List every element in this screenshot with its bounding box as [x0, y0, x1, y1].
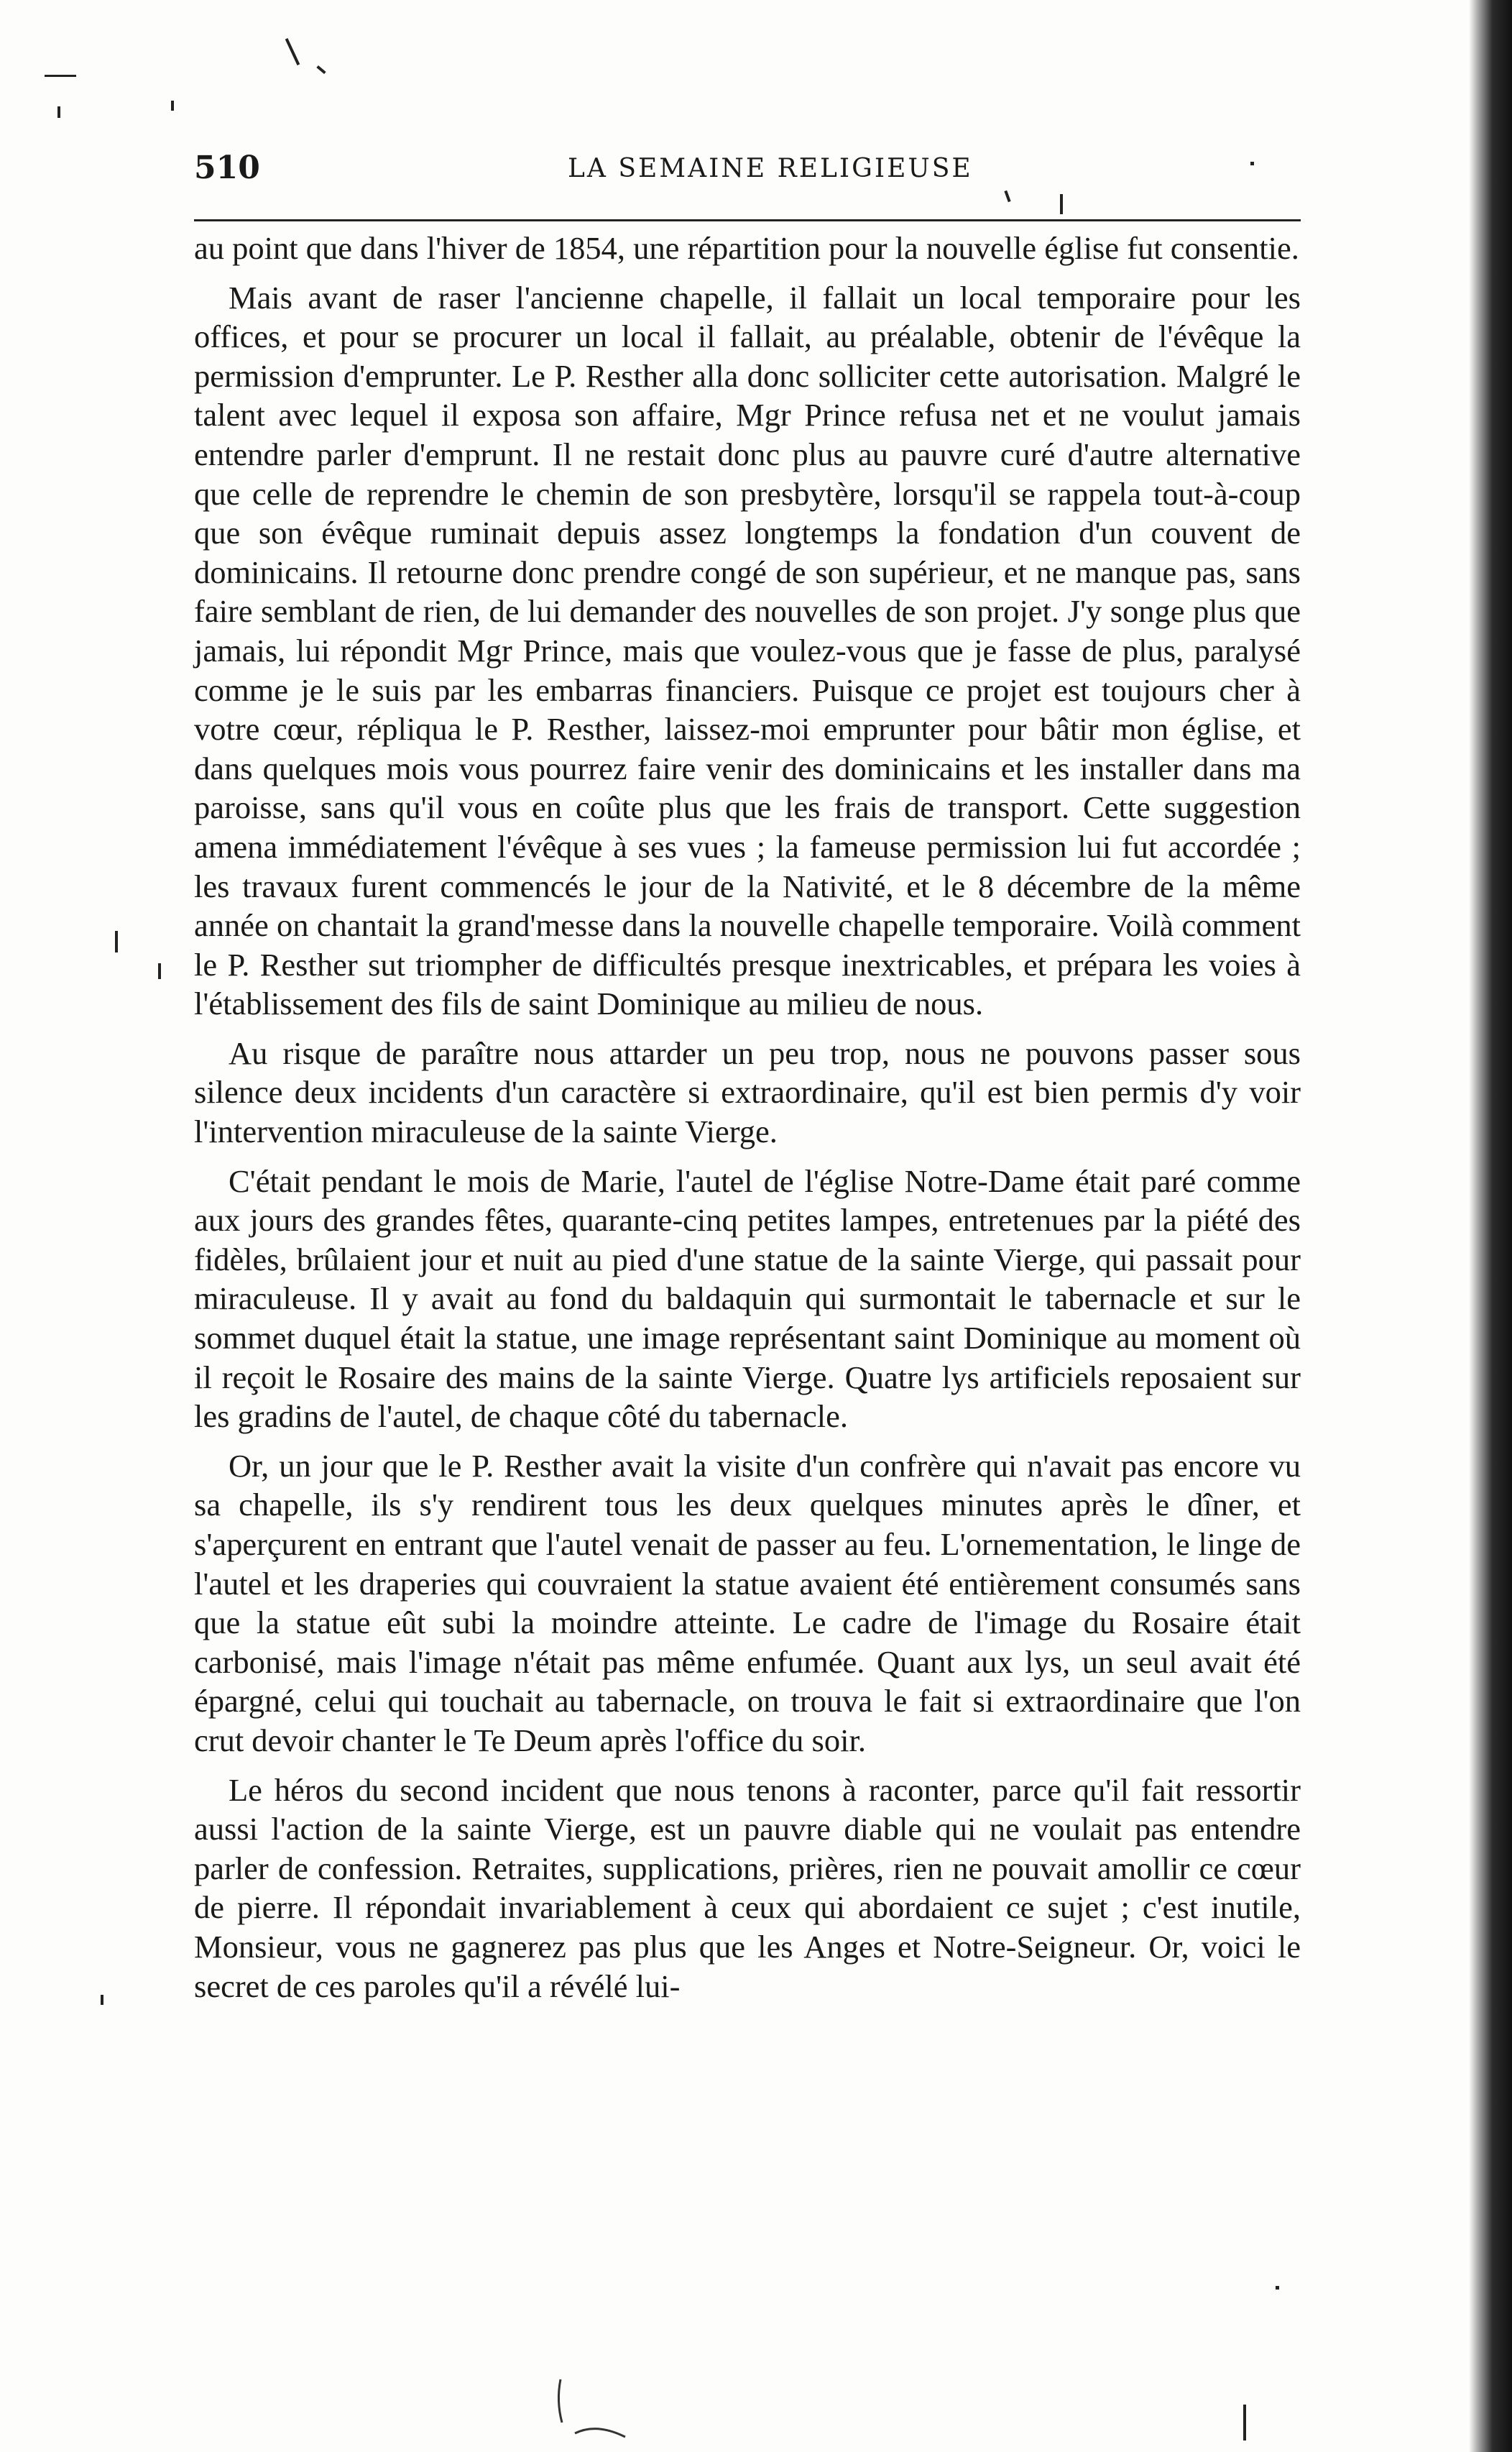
scan-speck	[158, 963, 161, 979]
page-header	[194, 150, 1301, 193]
scan-speck	[1276, 2286, 1279, 2290]
page-number: 510	[194, 150, 260, 186]
scan-speck	[45, 75, 76, 77]
body-text	[194, 229, 1301, 2006]
scan-speck	[115, 931, 118, 952]
scan-speck	[285, 38, 300, 65]
paragraph: Mais avant de raser l'ancienne chapelle, il fallait un local temporaire pour les offices, et pour se procurer un local il fallait, au préalable, obtenir de l'évêque la permission d'emprunter. Le P. Resther alla donc solliciter cette autorisation. Malgré le talent avec lequel il exposa son affaire, Mgr Prince refusa net et ne voulut jamais entendre parler d'emprunt. Il ne restait donc plus au pauvre curé d'autre alternative que celle de reprendre le chemin de son presbytère, lorsqu'il se rappela tout-à-coup que son évêque ruminait depuis assez longtemps la fondation d'un couvent de dominicains. Il retourne donc prendre congé de son supérieur, et ne manque pas, sans faire semblant de rien, de lui demander des nouvelles de son projet. J'y songe plus que jamais, lui répondit Mgr Prince, mais que voulez-vous que je fasse de plus, paralysé comme je le suis par les embarras financiers. Puisque ce projet est toujours cher à votre cœur, répliqua le P. Resther, laissez-moi emprunter pour bâtir mon église, et dans quelques mois vous pourrez faire venir des dominicains et les installer dans ma paroisse, sans qu'il vous en coûte plus que les frais de transport. Cette suggestion amena immédiatement l'évêque à ses vues ; la fameuse permission lui fut accordée ; les travaux furent commencés le jour de la Nativité, et le 8 décembre de la même année on chantait la grand'messe dans la nouvelle chapelle temporaire. Voilà comment le P. Resther sut triompher de difficultés presque inextricables, et prépara les voies à l'établissement des fils de saint Dominique au milieu de nous.	[194, 279, 1301, 1022]
scan-speck	[171, 101, 174, 111]
scan-speck	[1243, 2405, 1246, 2440]
scan-speck	[1060, 194, 1063, 214]
scan-speck	[101, 1995, 103, 2005]
paragraph-continuation: au point que dans l'hiver de 1854, une répartition pour la nouvelle église fut consentie.	[194, 230, 1299, 266]
scan-speck	[57, 106, 60, 118]
paragraph: Or, un jour que le P. Resther avait la visite d'un confrère qui n'avait pas encore vu sa chapelle, ils s'y rendirent tous les deux quelques minutes après le dîner, et s'aperçurent en entrant que l'autel venait de passer au feu. L'ornementation, le linge de l'autel et les draperies qui couvraient la statue avaient été entièrement consumés sans que la statue eût subi la moindre atteinte. Le cadre de l'image du Rosaire était carbonisé, mais l'image n'était pas même enfumée. Quant aux lys, un seul avait été épargné, celui qui touchait au tabernacle, on trouva le fait si extraordinaire que l'on crut devoir chanter le Te Deum après l'office du soir.	[194, 1447, 1301, 1758]
paragraph: C'était pendant le mois de Marie, l'autel de l'église Notre-Dame était paré comme aux jours des grandes fêtes, quarante-cinq petites lampes, entretenues par la piété des fidèles, brûlaient jour et nuit au pied d'une statue de la sainte Vierge, qui passait pour miraculeuse. Il y avait au fond du baldaquin qui surmontait le tabernacle et sur le sommet duquel était la statue, une image représentant saint Dominique au moment où il reçoit le Rosaire des mains de la sainte Vierge. Quatre lys artificiels reposaient sur les gradins de l'autel, de chaque côté du tabernacle.	[194, 1162, 1301, 1435]
paragraph: Au risque de paraître nous attarder un peu trop, nous ne pouvons passer sous silence deux incidents d'un caractère si extraordinaire, qu'il est bien permis d'y voir l'intervention miraculeuse de la sainte Vierge.	[194, 1034, 1301, 1150]
bottom-scan-marks	[546, 2372, 690, 2444]
running-head: LA SEMAINE RELIGIEUSE	[568, 154, 973, 183]
header-rule	[194, 219, 1301, 221]
scan-edge-shadow	[1469, 0, 1512, 2452]
scan-speck	[316, 65, 326, 74]
paragraph: Le héros du second incident que nous tenons à raconter, parce qu'il fait ressortir aussi l'action de la sainte Vierge, est un pauvre diable qui ne voulait pas entendre parler de confession. Retraites, supplications, prières, rien ne pouvait amollir ce cœur de pierre. Il répondait invariablement à ceux qui abordaient ce sujet ; c'est inutile, Monsieur, vous ne gagnerez pas plus que les Anges et Notre-Seigneur. Or, voici le secret de ces paroles qu'il a révélé lui-	[194, 1771, 1301, 2004]
